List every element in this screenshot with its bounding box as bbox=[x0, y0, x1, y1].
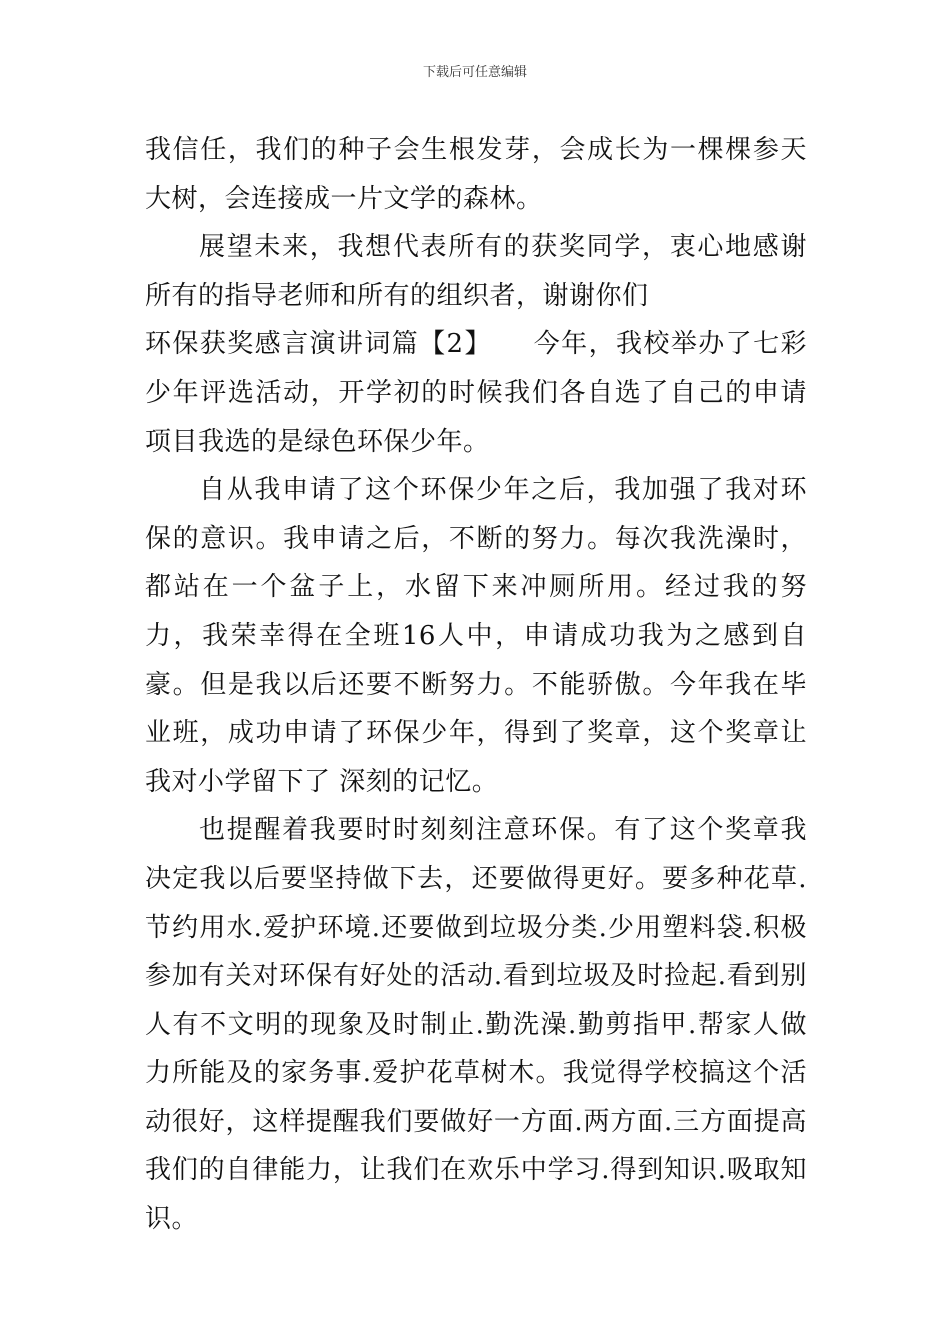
paragraph-3: 环保获奖感言演讲词篇【2】 今年，我校举办了七彩少年评选活动，开学初的时候我们各自选了自己的申请项目我选的是绿色环保少年。 bbox=[145, 329, 807, 457]
document-body bbox=[145, 126, 807, 1244]
paragraph-4: 自从我申请了这个环保少年之后，我加强了我对环保的意识。我申请之后，不断的努力。每次我洗澡时，都站在一个盆子上，水留下来冲厕所用。经过我的努力，我荣幸得在全班16人中，申请成功我为之感到自豪。但是我以后还要不断努力。不能骄傲。今年我在毕业班，成功申请了环保少年，得到了奖章，这个奖章让我对小学留下了 深刻的记忆。 bbox=[145, 475, 807, 797]
page-header: 下载后可任意编辑 bbox=[422, 65, 527, 80]
paragraph-5: 也提醒着我要时时刻刻注意环保。有了这个奖章我决定我以后要坚持做下去，还要做得更好。要多种花草.节约用水.爱护环境.还要做到垃圾分类.少用塑料袋.积极参加有关对环保有好处的活动.看到垃圾及时捡起.看到别人有不文明的现象及时制止.勤洗澡.勤剪指甲.帮家人做力所能及的家务事.爱护花草树木。我觉得学校搞这个活动很好，这样提醒我们要做好一方面.两方面.三方面提高我们的自律能力，让我们在欢乐中学习.得到知识.吸取知识。 bbox=[145, 815, 807, 1235]
paragraph-2: 展望未来，我想代表所有的获奖同学，衷心地感谢所有的指导老师和所有的组织者，谢谢你们 bbox=[145, 232, 807, 311]
paragraph-1: 我信任，我们的种子会生根发芽，会成长为一棵棵参天大树，会连接成一片文学的森林。 bbox=[145, 135, 807, 214]
